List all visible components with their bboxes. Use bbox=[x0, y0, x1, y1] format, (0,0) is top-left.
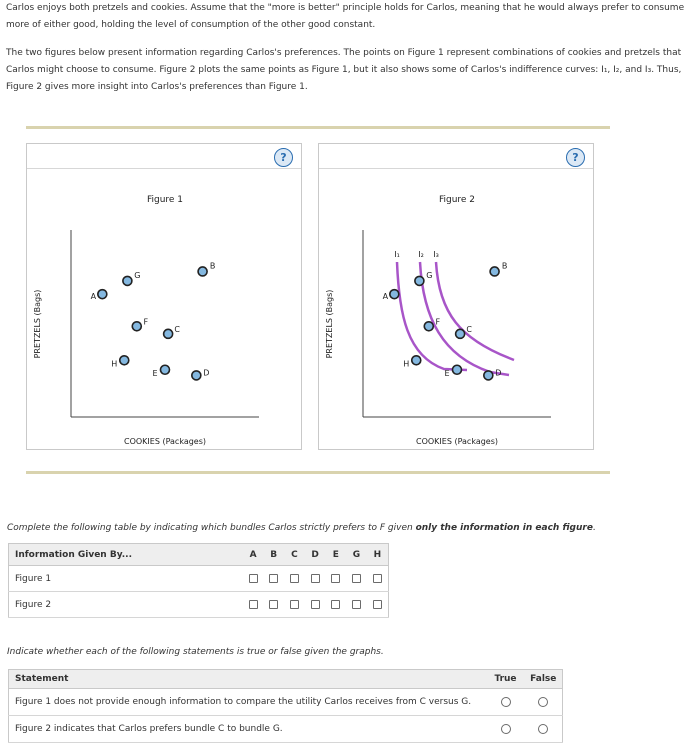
curve-label-2: I₂ bbox=[418, 250, 424, 259]
point-label-h: H bbox=[403, 359, 410, 369]
checkbox-figure2-h[interactable] bbox=[373, 600, 382, 609]
checkbox-figure1-b[interactable] bbox=[269, 574, 278, 583]
table-header-e: E bbox=[325, 544, 346, 566]
table-row bbox=[9, 716, 563, 743]
help-button-figure-2[interactable]: ? bbox=[566, 148, 585, 167]
true-false-table bbox=[8, 669, 563, 743]
divider-bottom bbox=[26, 471, 610, 474]
radio-statement2-true[interactable] bbox=[501, 724, 511, 734]
point-label-e: E bbox=[444, 368, 450, 378]
point-e bbox=[161, 365, 170, 374]
row-label-figure-1: Figure 1 bbox=[9, 566, 243, 592]
point-d bbox=[192, 371, 201, 380]
table-header-true: True bbox=[487, 670, 525, 689]
point-b bbox=[198, 267, 207, 276]
radio-statement2-false[interactable] bbox=[538, 724, 548, 734]
statement-2: Figure 2 indicates that Carlos prefers bundle C to bundle G. bbox=[9, 716, 487, 743]
point-e bbox=[453, 365, 462, 374]
curve-label-3: I₃ bbox=[433, 250, 439, 259]
point-c bbox=[164, 329, 173, 338]
point-f bbox=[132, 322, 141, 331]
point-label-d: D bbox=[203, 368, 210, 378]
point-g bbox=[415, 276, 424, 285]
point-label-g: G bbox=[134, 270, 141, 280]
point-label-b: B bbox=[209, 261, 216, 271]
table-header-g: G bbox=[346, 544, 367, 566]
point-label-d: D bbox=[495, 368, 502, 378]
table-header-a: A bbox=[243, 544, 264, 566]
statement-1: Figure 1 does not provide enough information to compare the utility Carlos receives from C versus G. bbox=[9, 689, 487, 716]
radio-statement1-false[interactable] bbox=[538, 697, 548, 707]
table-row bbox=[9, 592, 389, 618]
point-label-a: A bbox=[90, 292, 97, 302]
point-label-h: H bbox=[111, 359, 118, 369]
divider-top bbox=[26, 126, 610, 129]
checkbox-figure1-c[interactable] bbox=[290, 574, 299, 583]
checkbox-figure2-c[interactable] bbox=[290, 600, 299, 609]
checkbox-figure1-g[interactable] bbox=[352, 574, 361, 583]
table-header-h: H bbox=[367, 544, 389, 566]
y-axis-label: PRETZELS (Bags) bbox=[325, 289, 334, 359]
checkbox-figure1-h[interactable] bbox=[373, 574, 382, 583]
checkbox-figure1-a[interactable] bbox=[249, 574, 258, 583]
point-label-g: G bbox=[426, 270, 433, 280]
figure-title: Figure 2 bbox=[438, 195, 476, 205]
intro-paragraph-2: The two figures below present information regarding Carlos's preferences. The points on Figure 1 represent combinations of cookies and pretzels that Carlos might choose to consume. Figure 2 plots the same points as Figure 1, but it also shows some of Carlos's indifference curves: I₁, I₂, and I₃. Thus, Figure 2 gives more insight into Carlos's preferences than Figure 1. bbox=[6, 48, 682, 92]
checkbox-figure2-d[interactable] bbox=[311, 600, 320, 609]
point-h bbox=[412, 356, 421, 365]
figure-1-plot bbox=[27, 144, 303, 451]
point-h bbox=[120, 356, 129, 365]
table-header-b: B bbox=[263, 544, 284, 566]
indifference-curve-2 bbox=[420, 262, 509, 378]
question-2-prompt: Indicate whether each of the following statements is true or false given the graphs. bbox=[7, 647, 384, 657]
checkbox-figure2-g[interactable] bbox=[352, 600, 361, 609]
point-a bbox=[390, 290, 399, 299]
point-f bbox=[424, 322, 433, 331]
row-label-figure-2: Figure 2 bbox=[9, 592, 243, 618]
checkbox-figure2-b[interactable] bbox=[269, 600, 278, 609]
figure-2-plot bbox=[319, 144, 595, 451]
point-g bbox=[123, 276, 132, 285]
point-a bbox=[98, 290, 107, 299]
table-row bbox=[9, 566, 389, 592]
table-header-info: Information Given By... bbox=[9, 544, 243, 566]
point-label-c: C bbox=[466, 324, 472, 334]
table-header-d: D bbox=[305, 544, 326, 566]
table-header-statement: Statement bbox=[9, 670, 487, 689]
table-row bbox=[9, 689, 563, 716]
checkbox-figure1-e[interactable] bbox=[331, 574, 340, 583]
table-header-c: C bbox=[284, 544, 305, 566]
figure-2-panel bbox=[318, 143, 594, 450]
point-label-a: A bbox=[382, 292, 389, 302]
curve-label-1: I₁ bbox=[394, 250, 400, 259]
preference-table bbox=[8, 543, 389, 618]
question-1-prompt: Complete the following table by indicating which bundles Carlos strictly prefers to F given only the information in each figure. bbox=[7, 523, 596, 533]
intro-paragraph-1: Carlos enjoys both pretzels and cookies. Assume that the "more is better" principle holds for Carlos, meaning that he would always prefer to consume more of either good, holding the level of consumption of the other good constant. bbox=[6, 3, 685, 30]
point-c bbox=[456, 329, 465, 338]
point-label-e: E bbox=[152, 368, 158, 378]
point-label-f: F bbox=[435, 317, 441, 327]
checkbox-figure1-d[interactable] bbox=[311, 574, 320, 583]
y-axis-label: PRETZELS (Bags) bbox=[33, 289, 42, 359]
figure-title: Figure 1 bbox=[146, 195, 184, 205]
x-axis-label: COOKIES (Packages) bbox=[415, 437, 499, 446]
radio-statement1-true[interactable] bbox=[501, 697, 511, 707]
point-label-f: F bbox=[143, 317, 149, 327]
point-d bbox=[484, 371, 493, 380]
checkbox-figure2-e[interactable] bbox=[331, 600, 340, 609]
x-axis-label: COOKIES (Packages) bbox=[123, 437, 207, 446]
point-b bbox=[490, 267, 499, 276]
point-label-b: B bbox=[501, 261, 508, 271]
help-button-figure-1[interactable]: ? bbox=[274, 148, 293, 167]
point-label-c: C bbox=[174, 324, 180, 334]
figure-1-panel bbox=[26, 143, 302, 450]
table-header-false: False bbox=[525, 670, 563, 689]
checkbox-figure2-a[interactable] bbox=[249, 600, 258, 609]
